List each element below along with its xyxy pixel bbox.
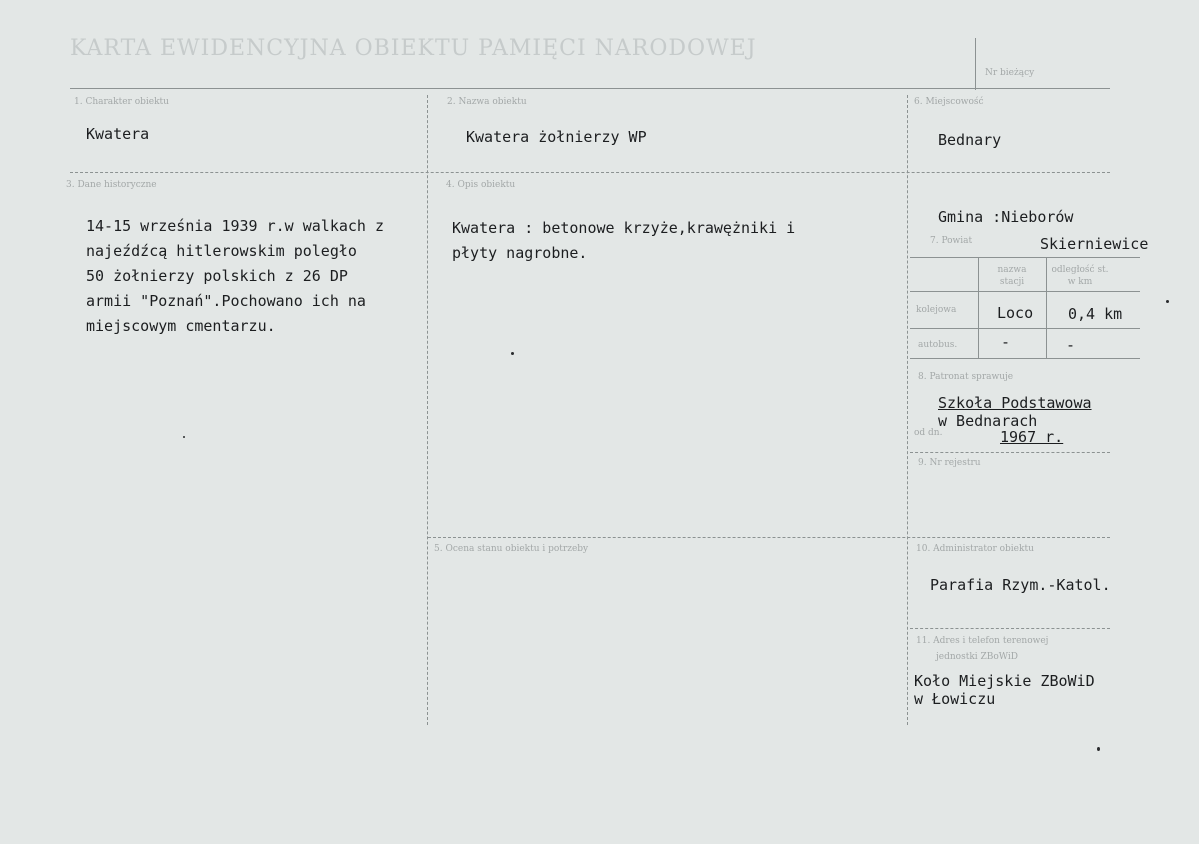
- transport-mid-rule: [910, 328, 1140, 329]
- scan-speck: [1097, 747, 1100, 751]
- scan-speck: [511, 352, 514, 355]
- column-divider-1: [427, 95, 428, 725]
- transport-col-station: nazwa stacji: [997, 265, 1027, 287]
- administrator-value: Parafia Rzym.-Katol.: [930, 576, 1111, 594]
- opis-text: [452, 216, 795, 266]
- miejscowosc-value: Bednary: [938, 131, 1002, 149]
- adres-label-line1: 11. Adres i telefon terenowej: [916, 636, 1049, 646]
- rail-distance-value: 0,4 km: [1068, 305, 1123, 323]
- opis-line: Kwatera : betonowe krzyże,krawężniki i: [452, 219, 796, 237]
- opis-line: płyty nagrobne.: [452, 244, 588, 262]
- adres-label-line2: jednostki ZBoWiD: [936, 652, 1018, 662]
- bus-station-value: -: [1001, 333, 1011, 351]
- header-divider: [975, 38, 976, 90]
- opis-label: 4. Opis obiektu: [446, 180, 516, 190]
- row-rule-lower: [428, 537, 1110, 538]
- transport-row-auto-label: autobus.: [918, 340, 958, 350]
- rejestr-rule: [910, 452, 1110, 453]
- charakter-label: 1. Charakter obiektu: [74, 97, 169, 107]
- dane-line: miejscowym cmentarzu.: [86, 317, 276, 335]
- miejscowosc-label: 6. Miejscowość: [914, 97, 984, 107]
- stan-label: 5. Ocena stanu obiektu i potrzeby: [434, 544, 589, 554]
- powiat-value: Skierniewice: [1040, 235, 1149, 253]
- dane-line: 14-15 września 1939 r.w walkach z: [86, 217, 385, 235]
- transport-row-kolej-label: kolejowa: [916, 305, 957, 315]
- nr-biezacy-label: Nr bieżący: [985, 68, 1035, 78]
- transport-col-rule-1: [978, 257, 979, 358]
- powiat-label: 7. Powiat: [930, 236, 973, 246]
- patronat-year: 1967 r.: [1000, 428, 1064, 446]
- dane-line: armii "Poznań".Pochowano ich na: [86, 292, 366, 310]
- row-rule-1: [70, 172, 1110, 173]
- column-divider-2: [907, 95, 908, 725]
- scan-speck: [1166, 300, 1169, 303]
- transport-bottom-rule: [910, 358, 1140, 359]
- nazwa-value: Kwatera żołnierzy WP: [466, 128, 647, 146]
- dane-line: najeźdźcą hitlerowskim poległo: [86, 242, 357, 260]
- administrator-label: 10. Administrator obiektu: [916, 544, 1034, 554]
- adres-value-line2: w Łowiczu: [914, 690, 996, 708]
- dane-historyczne-label: 3. Dane historyczne: [66, 180, 157, 190]
- card-header-title: KARTA EWIDENCYJNA OBIEKTU PAMIĘCI NARODOWEJ: [70, 36, 757, 61]
- dane-historyczne-text: [86, 214, 384, 339]
- bus-distance-value: -: [1066, 336, 1076, 354]
- scan-speck: [183, 436, 185, 438]
- rail-station-value: Loco: [997, 304, 1034, 322]
- transport-top-rule: [910, 257, 1140, 258]
- dane-line: 50 żołnierzy polskich z 26 DP: [86, 267, 348, 285]
- adres-rule: [910, 628, 1110, 629]
- transport-col-rule-2: [1046, 257, 1047, 358]
- nazwa-label: 2. Nazwa obiektu: [447, 97, 527, 107]
- transport-col-distance: odległość st. w km: [1051, 265, 1109, 287]
- gmina-value: Gmina :Nieborów: [938, 208, 1074, 226]
- patronat-line1: Szkoła Podstawowa: [938, 394, 1092, 412]
- charakter-value: Kwatera: [86, 125, 150, 143]
- patronat-label: 8. Patronat sprawuje: [918, 372, 1014, 382]
- adres-value-line1: Koło Miejskie ZBoWiD: [914, 672, 1095, 690]
- nr-rejestru-label: 9. Nr rejestru: [918, 458, 981, 468]
- top-rule: [70, 88, 1110, 89]
- patronat-line2: w Bednarach: [938, 412, 1038, 430]
- patronat-od-label: od dn.: [914, 428, 943, 438]
- transport-header-rule: [910, 291, 1140, 292]
